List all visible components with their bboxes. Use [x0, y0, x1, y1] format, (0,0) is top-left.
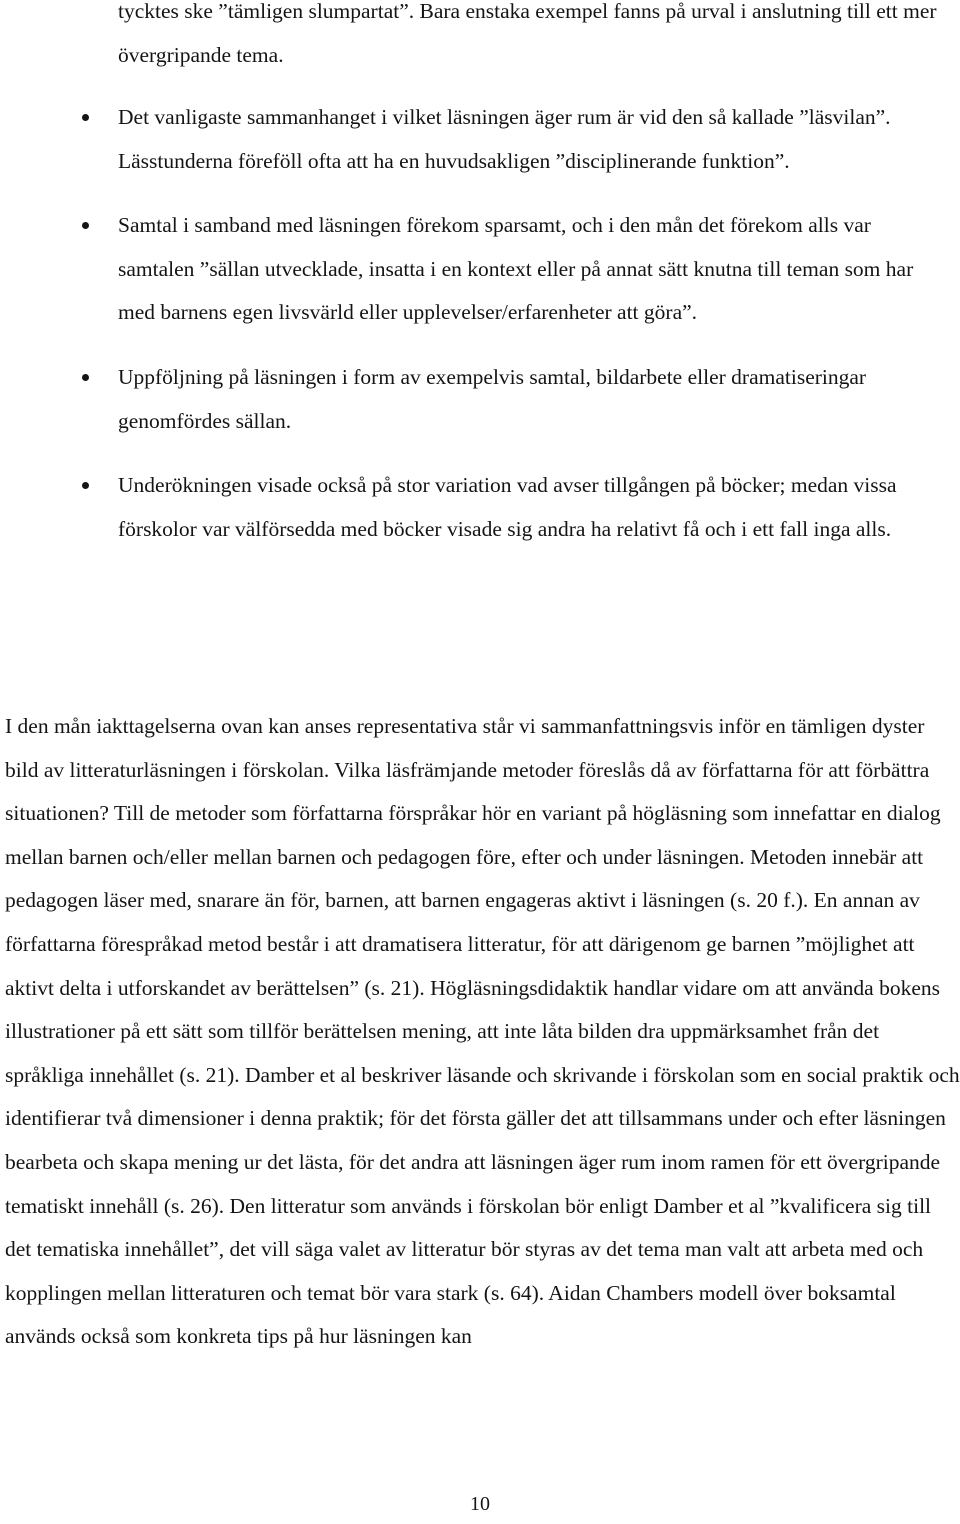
- list-item: [0, 356, 960, 443]
- list-item-text: Uppföljning på läsningen i form av exempelvis samtal, bildarbete eller dramatiseringar genomfördes sällan.: [118, 364, 867, 433]
- list-item-text: Det vanligaste sammanhanget i vilket läsningen äger rum är vid den så kallade ”läsvilan”. Lässtunderna föreföll ofta att ha en huvudsakligen ”disciplinerande funktion”.: [118, 105, 891, 173]
- bullet-icon: [82, 222, 89, 229]
- list-item-text: Underökningen visade också på stor variation vad avser tillgången på böcker; medan vissa förskolor var välförsedda med böcker visade sig andra ha relativt få och i ett fall inga alls.: [118, 473, 897, 541]
- list-item: [0, 204, 960, 335]
- bullet-icon: [82, 374, 89, 381]
- list-item: [0, 464, 960, 551]
- list-item: [0, 96, 960, 183]
- finding-list: [0, 96, 960, 572]
- bullet-icon: [82, 482, 89, 489]
- page-number: 10: [470, 1493, 490, 1515]
- body-paragraph: I den mån iakttagelserna ovan kan anses representativa står vi sammanfattningsvis inför en tämligen dyster bild av litteraturläsningen i förskolan. Vilka läsfrämjande metoder föreslås då av författarna för att förbättra situationen? Till de metoder som författarna förspråkar hör en variant på högläsning som innefattar en dialog mellan barnen och/eller mellan barnen och pedagogen före, efter och under läsningen. Metoden innebär att pedagogen läser med, snarare än för, barnen, att barnen engageras aktivt i läsningen (s. 20 f.). En annan av författarna förespråkad metod består i att dramatisera litteratur, för att därigenom ge barnen ”möjlighet att aktivt delta i utforskandet av berättelsen” (s. 21). Högläsningsdidaktik handlar vidare om att använda bokens illustrationer på ett sätt som tillför berättelsen mening, att inte låta bilden dra uppmärksamhet från det språkliga innehållet (s. 21). Damber et al beskriver läsande och skrivande i förskolan som en social praktik och identifierar två dimensioner i denna praktik; för det första gäller det att tillsammans under och efter läsningen bearbeta och skapa mening ur det lästa, för det andra att läsningen äger rum inom ramen för ett övergripande tematiskt innehåll (s. 26). Den litteratur som används i förskolan bör enligt Damber et al ”kvalificera sig till det tematiska innehållet”, det vill säga valet av litteratur bör styras av det tema man valt att arbeta med och kopplingen mellan litteraturen och temat bör vara stark (s. 64). Aidan Chambers modell över boksamtal används också som konkreta tips på hur läsningen kan: [5, 714, 960, 1349]
- list-item-text: Samtal i samband med läsningen förekom sparsamt, och i den mån det förekom alls var samtalen ”sällan utvecklade, insatta i en kontext eller på annat sätt knutna till teman som har med barnens egen livsvärld eller upplevelser/erfarenheter att göra”.: [118, 213, 914, 325]
- bullet-icon: [82, 114, 89, 121]
- continuation-paragraph: tycktes ske ”tämligen slumpartat”. Bara enstaka exempel fanns på urval i anslutning till ett mer övergripande tema.: [118, 0, 937, 67]
